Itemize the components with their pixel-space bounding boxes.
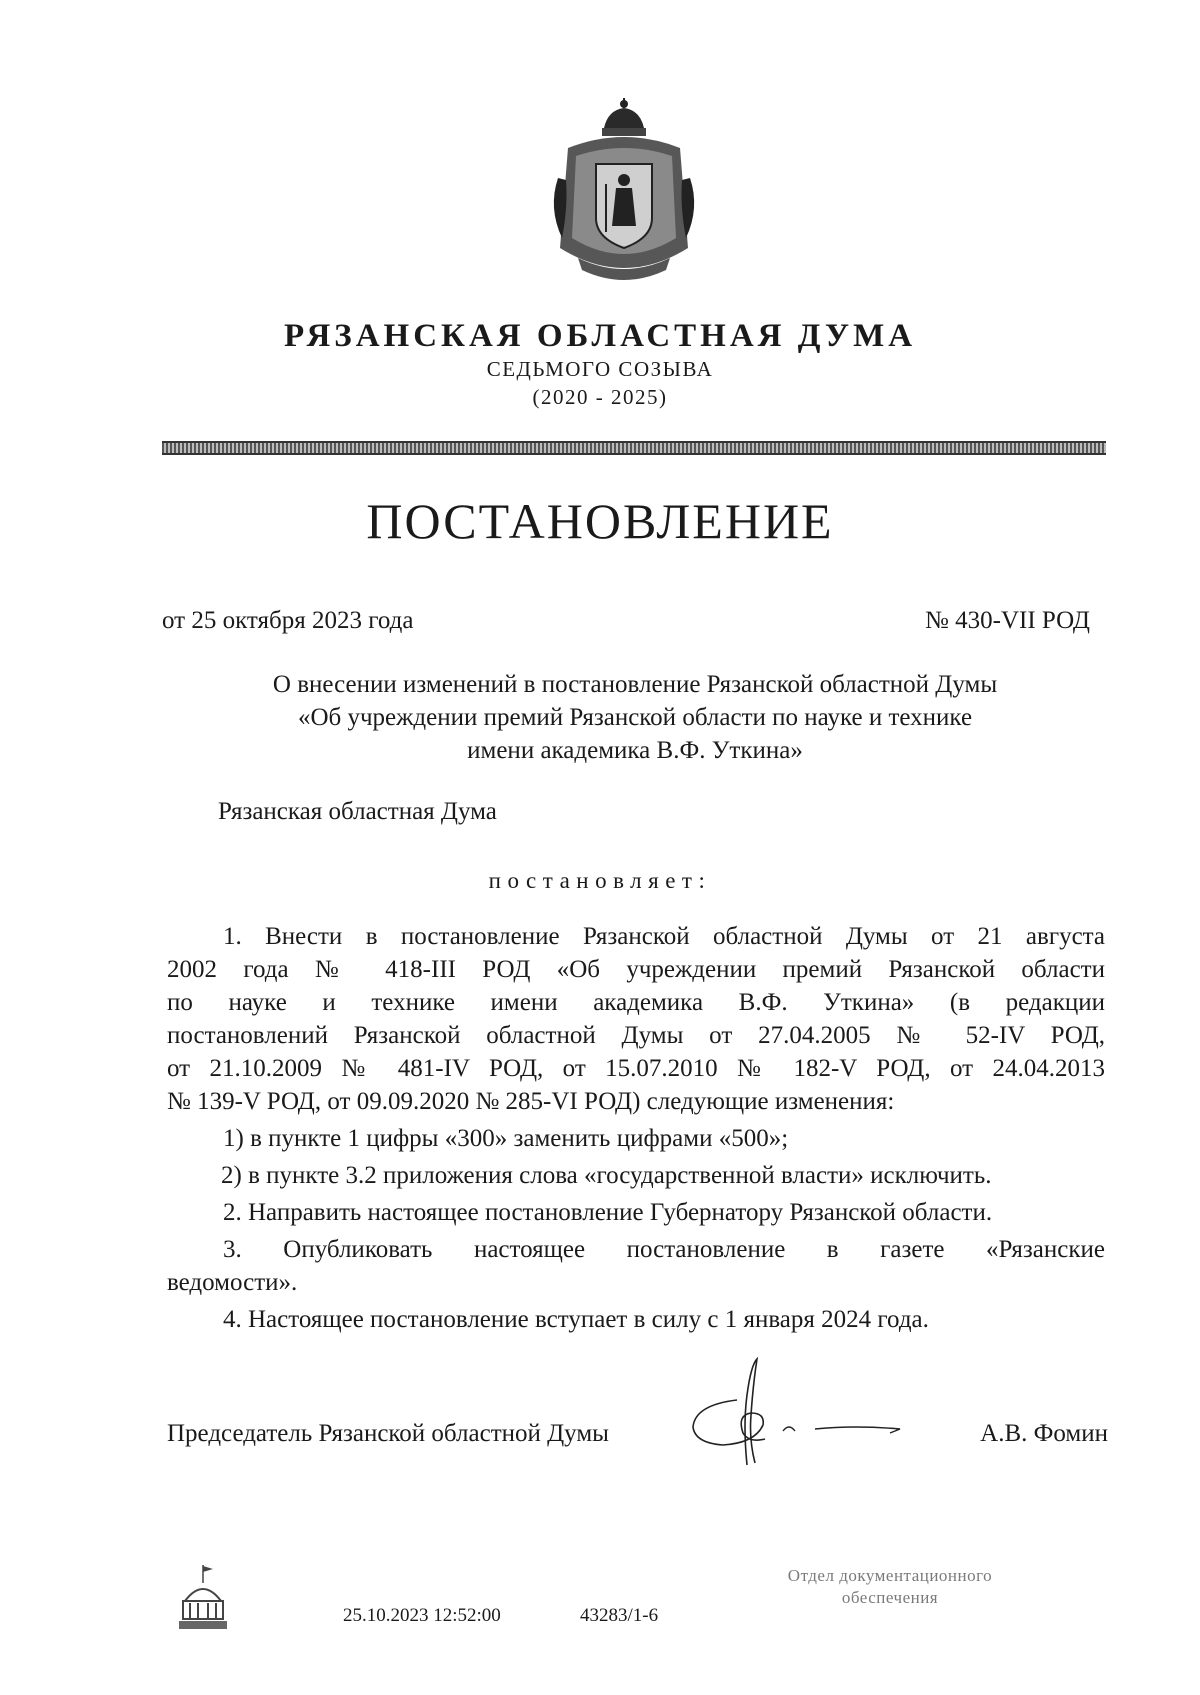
- signer-title: Председатель Рязанской областной Думы: [167, 1420, 609, 1447]
- subject-line: имени академика В.Ф. Уткина»: [467, 737, 803, 764]
- issuing-body: Рязанская областная Дума: [218, 798, 497, 825]
- point-4: 4. Настоящее постановление вступает в силу с 1 января 2024 года.: [223, 1306, 929, 1333]
- document-number: № 430-VII РОД: [925, 607, 1090, 634]
- stamp-line: обеспечения: [841, 1588, 939, 1607]
- subpoint-1: 1) в пункте 1 цифры «300» заменить цифрами «500»;: [223, 1125, 789, 1152]
- point-2: 2. Направить настоящее постановление Губернатору Рязанской области.: [223, 1199, 993, 1226]
- registration-timestamp: 25.10.2023 12:52:00: [343, 1605, 501, 1626]
- document-subject: [160, 668, 1110, 767]
- term-years: (2020 - 2025): [532, 385, 668, 409]
- organization-name: РЯЗАНСКАЯ ОБЛАСТНАЯ ДУМА: [283, 318, 917, 354]
- point-3-line: ведомости».: [167, 1269, 298, 1296]
- document-body: [167, 920, 1105, 1336]
- coat-of-arms-icon: [548, 98, 700, 293]
- duma-building-icon: [175, 1563, 231, 1633]
- point-1-line: 1. Внести в постановление Рязанской областной Думы от 21 августа: [223, 923, 1105, 950]
- point-3-line: 3. Опубликовать настоящее постановление в газете «Рязанские: [223, 1236, 1105, 1263]
- point-1-line: 2002 года № 418-III РОД «Об учреждении премий Рязанской области: [167, 956, 1105, 983]
- subpoint-2: 2) в пункте 3.2 приложения слова «государственной власти» исключить.: [221, 1162, 992, 1189]
- document-date: от 25 октября 2023 года: [162, 607, 414, 634]
- registration-code: 43283/1-6: [580, 1605, 659, 1626]
- subject-line: «Об учреждении премий Рязанской области по науке и технике: [297, 704, 973, 731]
- document-type-title: ПОСТАНОВЛЕНИЕ: [366, 493, 834, 549]
- point-1-line: постановлений Рязанской областной Думы от 27.04.2005 № 52-IV РОД,: [167, 1022, 1105, 1049]
- point-1-line: от 21.10.2009 № 481-IV РОД, от 15.07.2010 № 182-V РОД, от 24.04.2013: [167, 1055, 1105, 1082]
- subject-line: О внесении изменений в постановление Рязанской областной Думы: [272, 671, 998, 698]
- stamp-line: Отдел документационного: [787, 1566, 993, 1585]
- convocation-label: СЕДЬМОГО СОЗЫВА: [486, 357, 714, 381]
- header-divider: [162, 441, 1106, 455]
- signer-name: А.В. Фомин: [980, 1420, 1108, 1447]
- point-1-line: № 139-V РОД, от 09.09.2020 № 285-VI РОД) следующие изменения:: [167, 1088, 895, 1115]
- handwritten-signature: [685, 1355, 945, 1470]
- department-stamp: [740, 1565, 1040, 1609]
- decree-word: постановляет:: [488, 868, 712, 893]
- point-1-line: по науке и технике имени академика В.Ф. Уткина» (в редакции: [167, 989, 1105, 1016]
